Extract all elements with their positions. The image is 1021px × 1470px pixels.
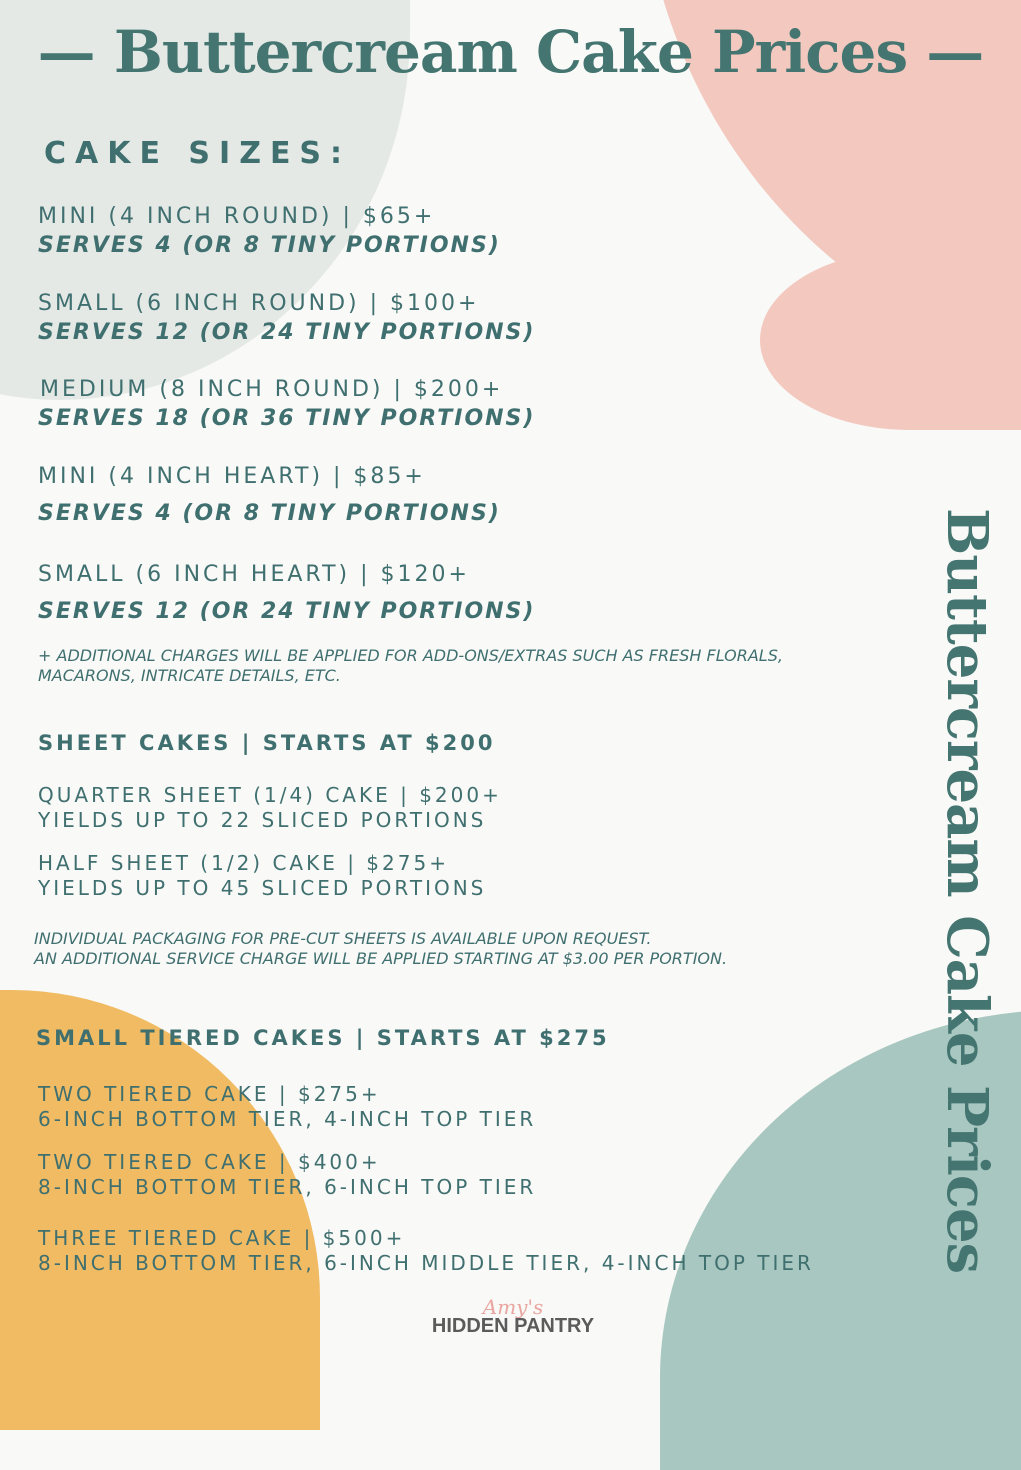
logo-wordmark: HIDDEN PANTRY xyxy=(431,1315,595,1337)
side-title: Buttercream Cake Prices xyxy=(934,508,1000,1274)
tier-name: TWO TIERED CAKE | $275+ xyxy=(38,1082,381,1106)
sheet-note-line: AN ADDITIONAL SERVICE CHARGE WILL BE APPLIED STARTING AT $3.00 PER PORTION. xyxy=(34,949,728,968)
size-name: MINI (4 INCH HEART) | $85+ xyxy=(38,464,426,489)
tier-detail: 8-INCH BOTTOM TIER, 6-INCH TOP TIER xyxy=(38,1175,537,1199)
sheet-detail: YIELDS UP TO 45 SLICED PORTIONS xyxy=(38,876,487,900)
size-name: SMALL (6 INCH ROUND) | $100+ xyxy=(38,291,480,316)
sizes-note-line: MACARONS, INTRICATE DETAILS, ETC. xyxy=(38,666,341,685)
sheet-name: QUARTER SHEET (1/4) CAKE | $200+ xyxy=(38,783,502,807)
cake-sizes-heading: CAKE SIZES: xyxy=(44,136,352,171)
sheet-note xyxy=(34,929,727,969)
size-serves: SERVES 4 (OR 8 TINY PORTIONS) xyxy=(38,233,501,258)
size-name: MEDIUM (8 INCH ROUND) | $200+ xyxy=(40,377,504,402)
sizes-note xyxy=(38,646,783,686)
tier-detail: 8-INCH BOTTOM TIER, 6-INCH MIDDLE TIER, 4-INCH TOP TIER xyxy=(38,1251,814,1275)
size-name: SMALL (6 INCH HEART) | $120+ xyxy=(38,562,470,587)
sizes-note-line: + ADDITIONAL CHARGES WILL BE APPLIED FOR ADD-ONS/EXTRAS SUCH AS FRESH FLORALS, xyxy=(38,646,783,665)
size-name: MINI (4 INCH ROUND) | $65+ xyxy=(38,204,436,229)
sheet-cakes-heading: SHEET CAKES | STARTS AT $200 xyxy=(38,731,496,755)
size-serves: SERVES 4 (OR 8 TINY PORTIONS) xyxy=(38,501,501,526)
sheet-name: HALF SHEET (1/2) CAKE | $275+ xyxy=(38,851,449,875)
background-yellow-shape xyxy=(0,990,320,1430)
logo-script-text: Amy's xyxy=(482,1295,544,1319)
page-title: — Buttercream Cake Prices — xyxy=(37,18,984,86)
background-pink-shape-lower xyxy=(760,250,1021,430)
tier-name: TWO TIERED CAKE | $400+ xyxy=(38,1150,381,1174)
size-serves: SERVES 12 (OR 24 TINY PORTIONS) xyxy=(38,599,536,624)
tiered-cakes-heading: SMALL TIERED CAKES | STARTS AT $275 xyxy=(36,1026,610,1050)
sheet-detail: YIELDS UP TO 22 SLICED PORTIONS xyxy=(38,808,487,832)
size-serves: SERVES 12 (OR 24 TINY PORTIONS) xyxy=(38,320,536,345)
brand-logo xyxy=(428,1295,598,1338)
tier-name: THREE TIERED CAKE | $500+ xyxy=(38,1226,406,1250)
tier-detail: 6-INCH BOTTOM TIER, 4-INCH TOP TIER xyxy=(38,1107,537,1131)
size-serves: SERVES 18 (OR 36 TINY PORTIONS) xyxy=(38,406,536,431)
sheet-note-line: INDIVIDUAL PACKAGING FOR PRE-CUT SHEETS IS AVAILABLE UPON REQUEST. xyxy=(34,929,652,948)
